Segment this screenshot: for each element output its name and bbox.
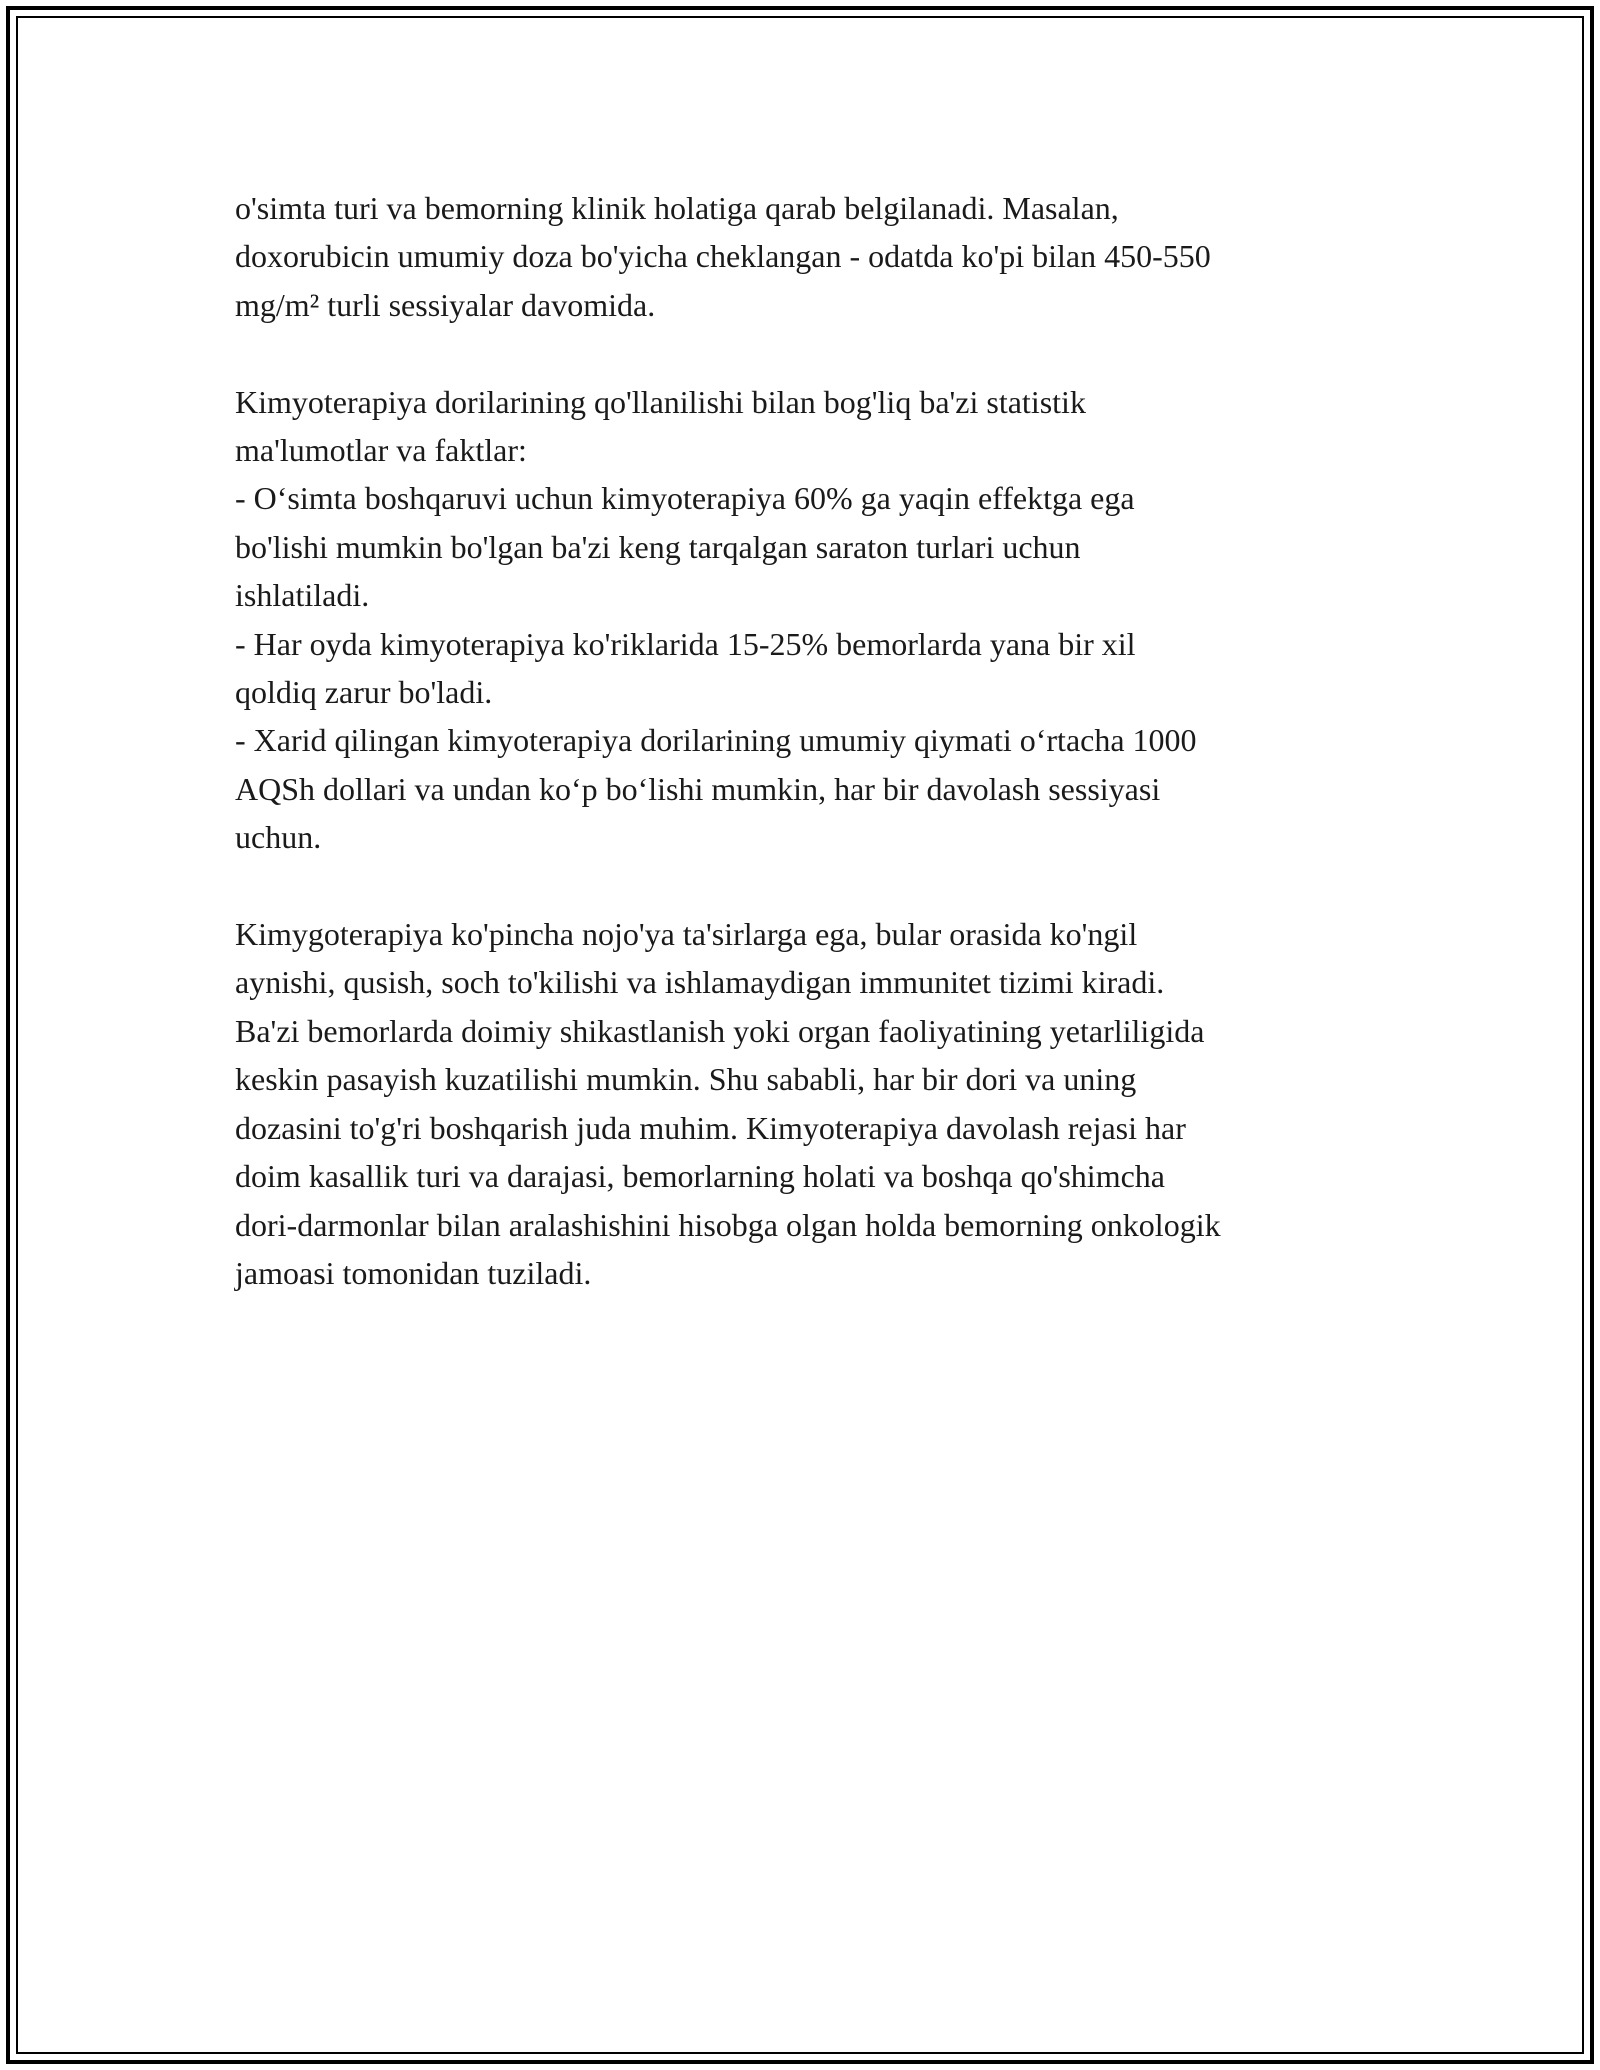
text-line: aynishi, qusish, soch to'kilishi va ishlamaydigan immunitet tizimi kiradi. [235,964,1165,1001]
text-line: Kimyoterapiya dorilarining qo'llanilishi bilan bog'liq ba'zi statistik [235,383,1086,420]
text-line: ma'lumotlar va faktlar: [235,432,527,469]
text-line: doim kasallik turi va darajasi, bemorlarning holati va boshqa qo'shimcha [235,1158,1165,1195]
list-item-line: uchun. [235,819,322,856]
text-line: Ba'zi bemorlarda doimiy shikastlanish yoki organ faoliyatining yetarliligida [235,1012,1205,1049]
text-line: doxorubicin umumiy doza bo'yicha cheklangan - odatda ko'pi bilan 450-550 [235,238,1211,275]
list-item-line: - O‘simta boshqaruvi uchun kimyoterapiya 60% ga yaqin effektga ega [235,480,1135,517]
paragraph-dosage [235,184,1375,329]
list-item-line: bo'lishi mumkin bo'lgan ba'zi keng tarqalgan saraton turlari uchun [235,528,1081,565]
text-line: dori-darmonlar bilan aralashishini hisobga olgan holda bemorning onkologik [235,1206,1221,1243]
list-item-line: - Xarid qilingan kimyoterapiya dorilarining umumiy qiymati o‘rtacha 1000 [235,722,1197,759]
paragraph-statistics [235,378,1375,862]
text-line: o'simta turi va bemorning klinik holatiga qarab belgilanadi. Masalan, [235,190,1119,226]
paragraph-side-effects [235,910,1375,1297]
text-line: keskin pasayish kuzatilishi mumkin. Shu sababli, har bir dori va uning [235,1061,1137,1098]
list-item-line: qoldiq zarur bo'ladi. [235,674,493,711]
text-line: Kimygoterapiya ko'pincha nojo'ya ta'sirlarga ega, bular orasida ko'ngil [235,916,1138,953]
text-line: dozasini to'g'ri boshqarish juda muhim. Kimyoterapiya davolash rejasi har [235,1109,1186,1146]
document-body [235,184,1375,1346]
text-line: mg/m² turli sessiyalar davomida. [235,286,656,323]
list-item-line: - Har oyda kimyoterapiya ko'riklarida 15-25% bemorlarda yana bir xil [235,625,1136,662]
text-line: jamoasi tomonidan tuziladi. [235,1254,592,1291]
list-item-line: AQSh dollari va undan ko‘p bo‘lishi mumkin, har bir davolash sessiyasi [235,770,1161,807]
list-item-line: ishlatiladi. [235,577,370,614]
